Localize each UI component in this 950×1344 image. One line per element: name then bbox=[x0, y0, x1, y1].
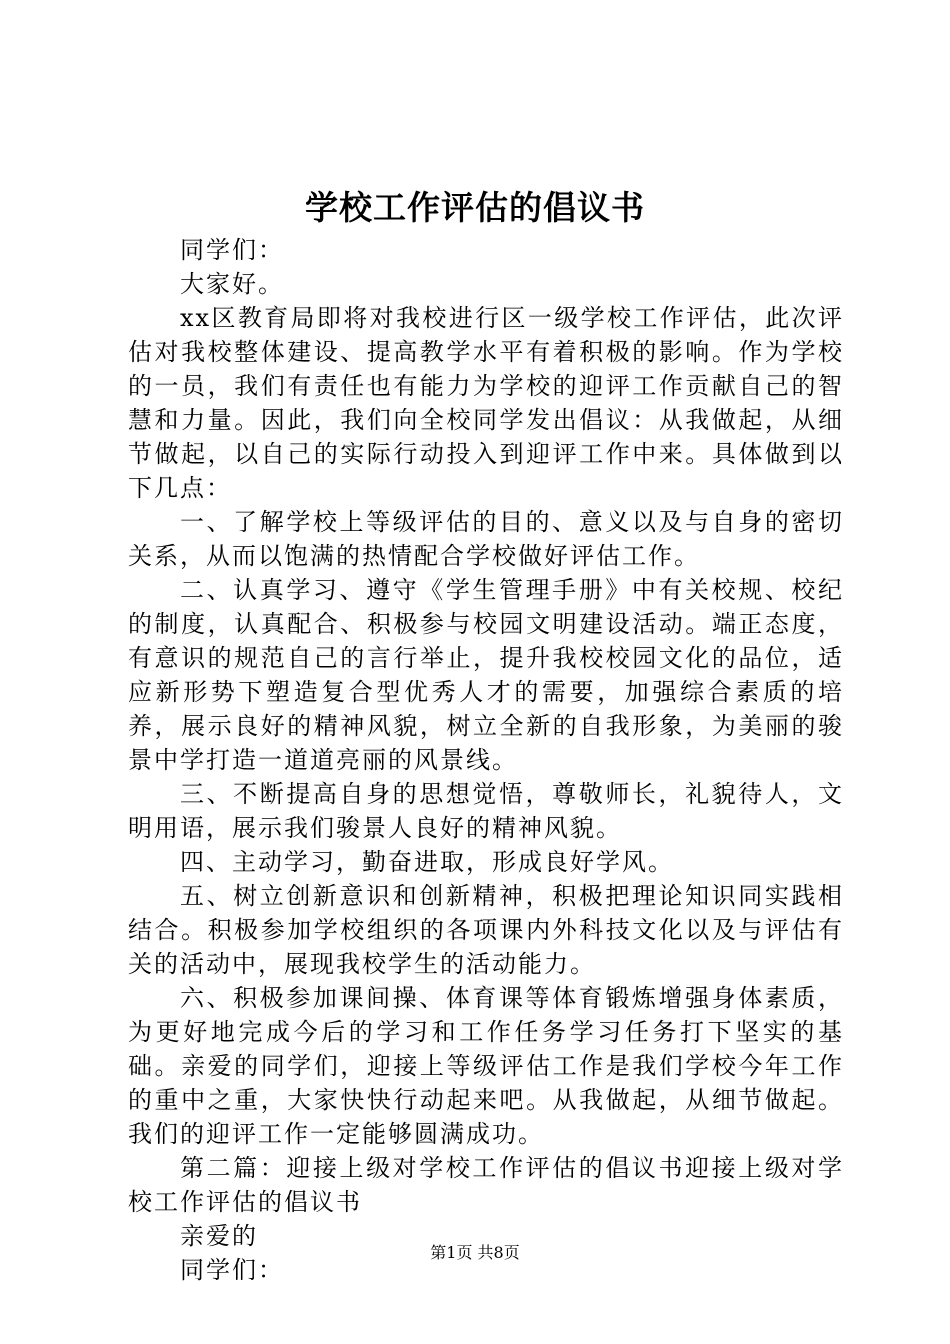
salutation: 同学们： bbox=[180, 236, 284, 264]
second-salutation-part1: 亲爱的 bbox=[180, 1222, 258, 1250]
second-salutation-part2: 同学们： bbox=[180, 1256, 284, 1284]
second-article-heading: 第二篇：迎接上级对学校工作评估的倡议书迎接上级对学校工作评估的倡议书 bbox=[128, 1154, 844, 1216]
point-three: 三、不断提高自身的思想觉悟，尊敬师长，礼貌待人，文明用语，展示我们骏景人良好的精神风貌。 bbox=[128, 780, 844, 842]
page-number-footer: 第1页 共8页 bbox=[430, 1243, 520, 1262]
document-title: 学校工作评估的倡议书 bbox=[305, 188, 645, 227]
intro-paragraph: xx区教育局即将对我校进行区一级学校工作评估，此次评估对我校整体建设、提高教学水平有着积极的影响。作为学校的一员，我们有责任也有能力为学校的迎评工作贡献自己的智慧和力量。因此，我们向全校同学发出倡议：从我做起，从细节做起，以自己的实际行动投入到迎评工作中来。具体做到以下几点： bbox=[128, 304, 844, 502]
point-two: 二、认真学习、遵守《学生管理手册》中有关校规、校纪的制度，认真配合、积极参与校园文明建设活动。端正态度，有意识的规范自己的言行举止，提升我校校园文化的品位，适应新形势下塑造复合型优秀人才的需要，加强综合素质的培养，展示良好的精神风貌，树立全新的自我形象，为美丽的骏景中学打造一道道亮丽的风景线。 bbox=[128, 576, 844, 774]
document-body bbox=[128, 233, 844, 1287]
point-four: 四、主动学习，勤奋进取，形成良好学风。 bbox=[180, 848, 674, 876]
greeting: 大家好。 bbox=[180, 270, 284, 298]
point-one: 一、了解学校上等级评估的目的、意义以及与自身的密切关系，从而以饱满的热情配合学校做好评估工作。 bbox=[128, 508, 844, 570]
point-six: 六、积极参加课间操、体育课等体育锻炼增强身体素质，为更好地完成今后的学习和工作任务学习任务打下坚实的基础。亲爱的同学们，迎接上等级评估工作是我们学校今年工作的重中之重，大家快快行动起来吧。从我做起，从细节做起。我们的迎评工作一定能够圆满成功。 bbox=[128, 984, 844, 1148]
point-five: 五、树立创新意识和创新精神，积极把理论知识同实践相结合。积极参加学校组织的各项课内外科技文化以及与评估有关的活动中，展现我校学生的活动能力。 bbox=[128, 882, 844, 978]
